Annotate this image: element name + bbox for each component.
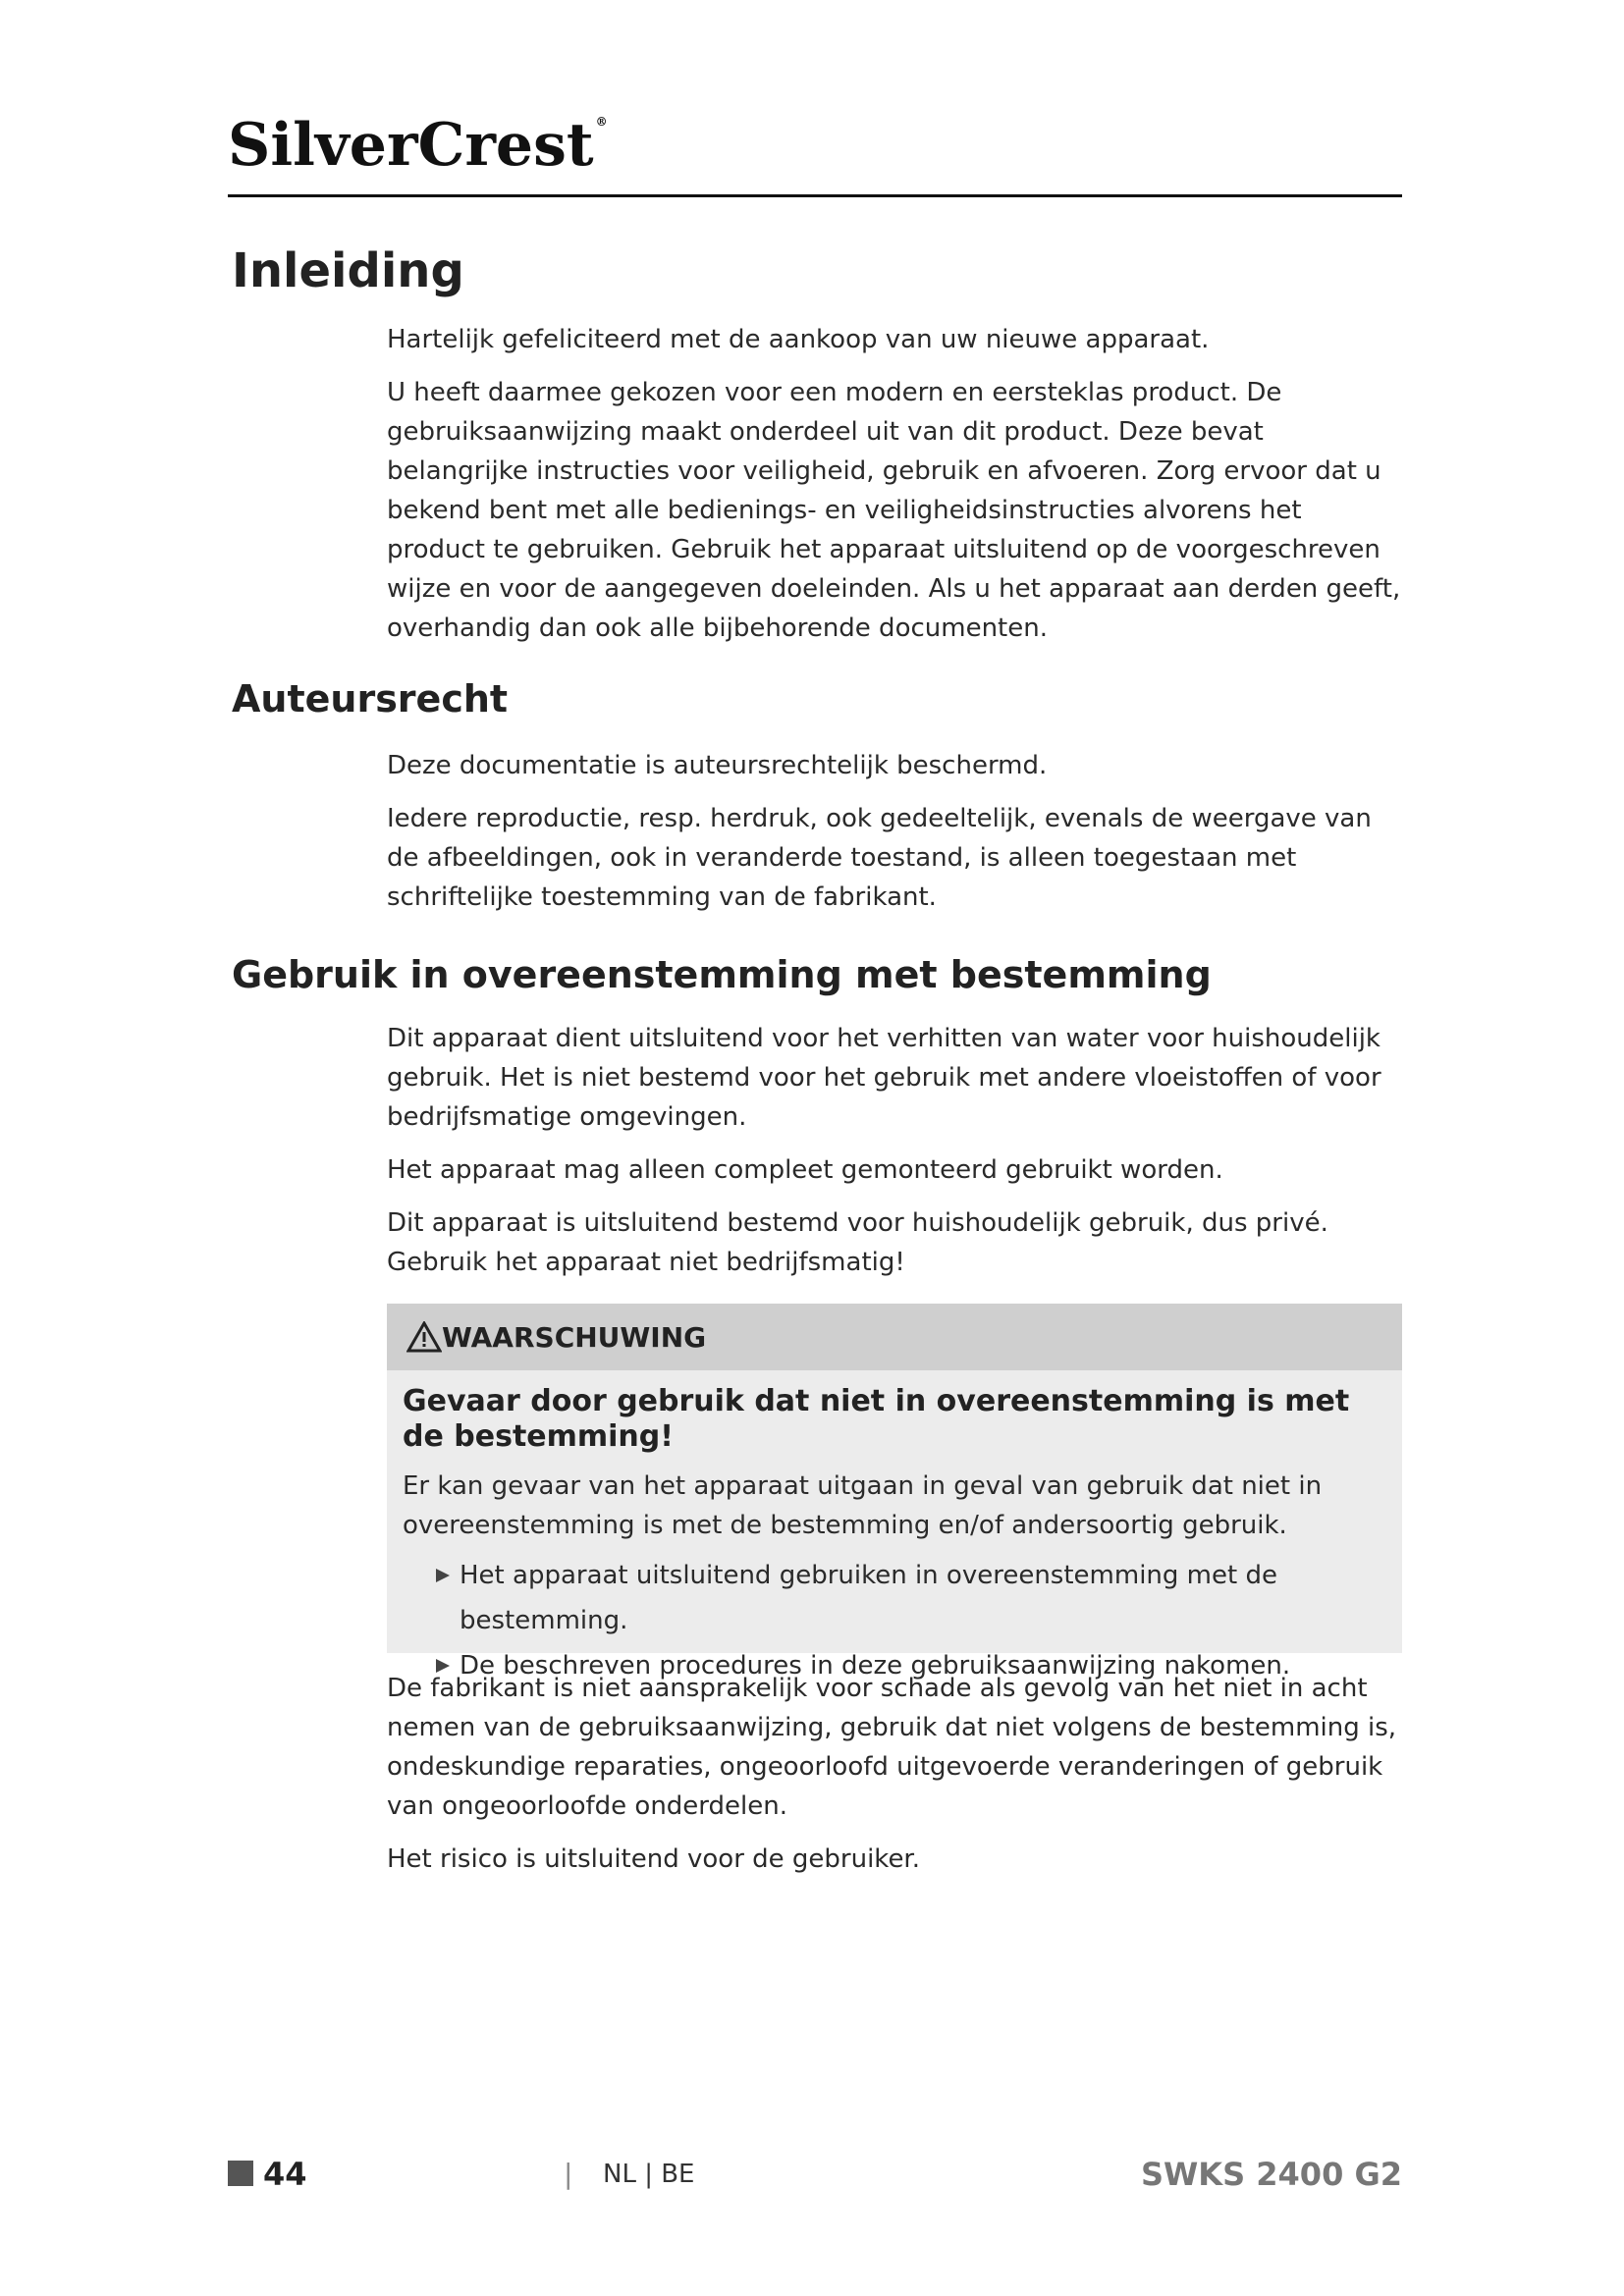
footer-separator: | [564, 2158, 573, 2190]
model-number: SWKS 2400 G2 [1140, 2156, 1402, 2193]
brand-logo [228, 111, 608, 180]
warning-title: Gevaar door gebruik dat niet in overeenstemming is met de bestemming! [403, 1384, 1350, 1454]
section-title-copyright: Auteursrecht [232, 677, 509, 721]
intended-use-paragraph: Dit apparaat dient uitsluitend voor het verhitten van water voor huishoudelijk gebruik. Het is niet bestemd voor het gebruik met andere vloeistoffen of voor bedrijfsmatige omgevingen. [387, 1024, 1381, 1132]
language-code: NL | BE [603, 2160, 695, 2189]
warning-text: Er kan gevaar van het apparaat uitgaan in geval van gebruik dat niet in overeenstemming is met de bestemming en/of andersoortig gebruik. [403, 1471, 1323, 1540]
liability-paragraph: De fabrikant is niet aansprakelijk voor schade als gevolg van het niet in acht nemen van de gebruiksaanwijzing, gebruik dat niet volgens de bestemming is, ondeskundige reparaties, ongeoorloofd uitgevoerde veranderingen of gebruik van ongeoorloofde onderdelen. [387, 1674, 1397, 1821]
header-rule [228, 194, 1402, 197]
warning-item-text: Het apparaat uitsluitend gebruiken in overeenstemming met de bestemming. [460, 1561, 1277, 1635]
warning-triangle-icon [406, 1321, 442, 1353]
warning-label: WAARSCHUWING [442, 1320, 707, 1354]
intended-use-paragraph: Dit apparaat is uitsluitend bestemd voor huishoudelijk gebruik, dus privé. Gebruik het apparaat niet bedrijfsmatig! [387, 1208, 1328, 1277]
warning-header [387, 1304, 1402, 1370]
square-marker-icon [228, 2161, 253, 2186]
liability-body [387, 1669, 1402, 1893]
intended-use-body [387, 1019, 1402, 1296]
intro-body [387, 320, 1402, 662]
liability-paragraph: Het risico is uitsluitend voor de gebruiker. [387, 1844, 921, 1874]
page-footer [228, 2156, 1402, 2195]
section-title-intended-use: Gebruik in overeenstemming met bestemming [232, 953, 1212, 996]
copyright-paragraph: Iedere reproductie, resp. herdruk, ook gedeeltelijk, evenals de weergave van de afbeeldingen, ook in veranderde toestand, is alleen toegestaan met schriftelijke toestemming van de fabrikant. [387, 804, 1372, 912]
intro-paragraph: Hartelijk gefeliciteerd met de aankoop van uw nieuwe apparaat. [387, 325, 1210, 354]
brand-trademark: ® [595, 115, 608, 129]
page-number: 44 [263, 2156, 307, 2193]
warning-item-text: De beschreven procedures in deze gebruiksaanwijzing nakomen. [460, 1651, 1291, 1681]
intro-paragraph: U heeft daarmee gekozen voor een modern en eersteklas product. De gebruiksaanwijzing maakt onderdeel uit van dit product. Deze bevat belangrijke instructies voor veiligheid, gebruik en afvoeren. Zorg ervoor dat u bekend bent met alle bedienings- en veiligheidsinstructies alvorens het product te gebruiken. Gebruik het apparaat uitsluitend op de voorgeschreven wijze en voor de aangegeven doeleinden. Als u het apparaat aan derden geeft, overhandig dan ook alle bijbehorende documenten. [387, 378, 1401, 643]
copyright-paragraph: Deze documentatie is auteursrechtelijk beschermd. [387, 751, 1048, 780]
intended-use-paragraph: Het apparaat mag alleen compleet gemonteerd gebruikt worden. [387, 1155, 1223, 1185]
warning-list-item [426, 1553, 1386, 1643]
section-title-intro: Inleiding [232, 243, 464, 298]
warning-box [387, 1304, 1402, 1681]
brand-name: SilverCrest [228, 111, 594, 180]
arrow-bullet-icon [436, 1569, 450, 1582]
copyright-body [387, 746, 1402, 931]
